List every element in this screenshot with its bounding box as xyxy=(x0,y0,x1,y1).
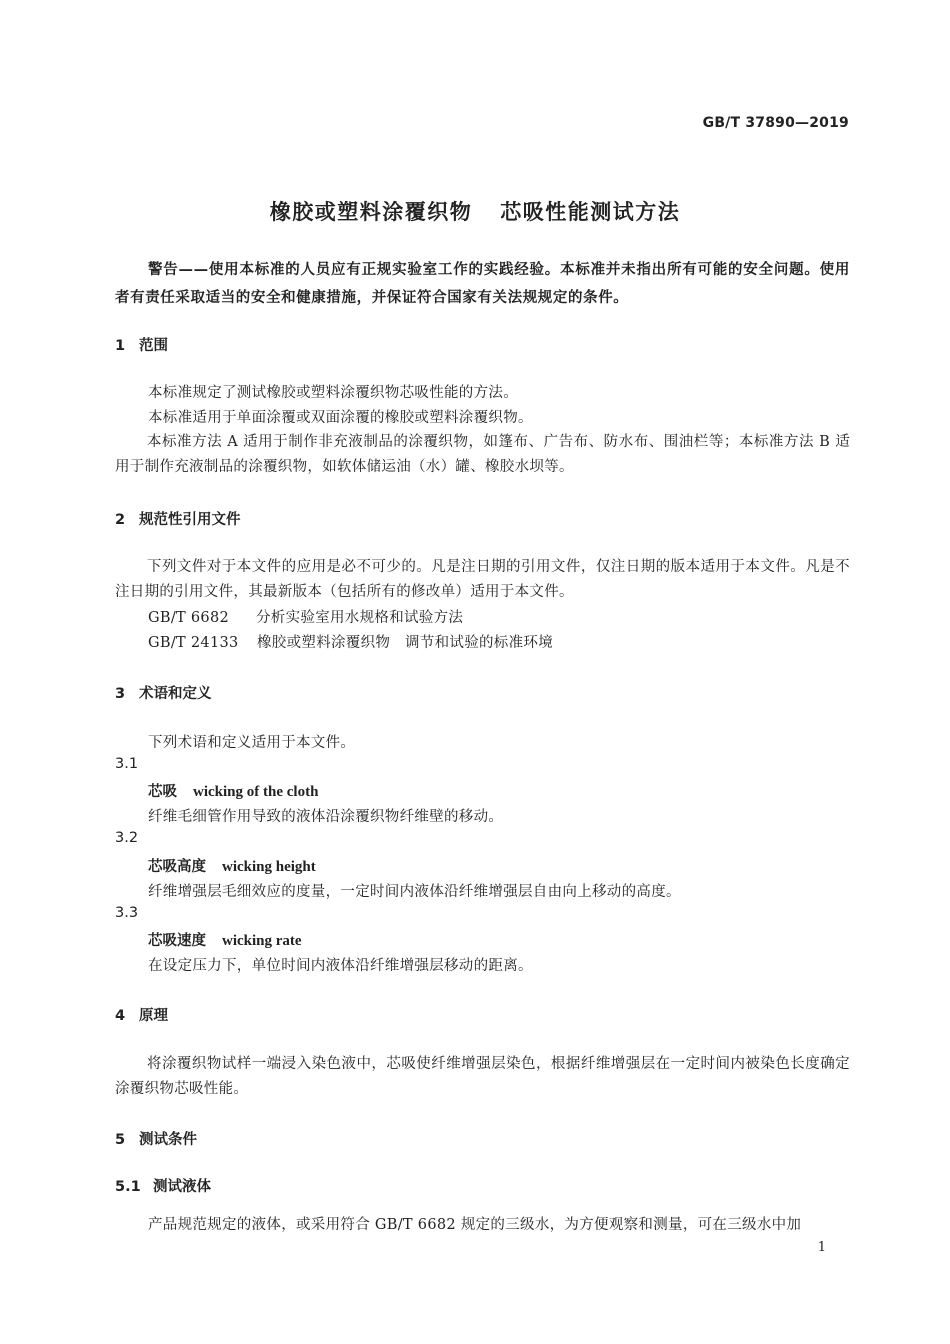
term-definition: 纤维增强层毛细效应的度量，一定时间内液体沿纤维增强层自由向上移动的高度。 xyxy=(148,884,681,900)
section-3-intro: 下列术语和定义适用于本文件。 xyxy=(148,735,356,751)
section-number: 3 xyxy=(115,686,126,702)
section-4-paragraph-1: 将涂覆织物试样一端浸入染色液中，芯吸使纤维增强层染色，根据纤维增强层在一定时间内被染色长度确定涂覆织物芯吸性能。 xyxy=(115,1056,850,1097)
reference-code: GB/T 24133 xyxy=(148,635,239,651)
title-part-1: 橡胶或塑料涂覆织物 xyxy=(269,200,473,224)
term-definition: 纤维毛细管作用导致的液体沿涂覆织物纤维壁的移动。 xyxy=(148,809,504,825)
standard-number: GB/T 37890—2019 xyxy=(702,115,849,131)
section-title: 范围 xyxy=(139,338,168,354)
subsection-5-1-heading xyxy=(115,1175,211,1196)
term-number: 3.2 xyxy=(115,830,139,846)
term-number: 3.3 xyxy=(115,905,139,921)
subsection-5-1-paragraph: 产品规范规定的液体，或采用符合 GB/T 6682 规定的三级水，为方便观察和测量，可在三级水中加 xyxy=(148,1217,802,1233)
subsection-title: 测试液体 xyxy=(153,1179,211,1195)
reference-title: 分析实验室用水规格和试验方法 xyxy=(256,610,464,626)
section-title: 原理 xyxy=(139,1008,168,1024)
section-1-paragraph-3: 本标准方法 A 适用于制作非充液制品的涂覆织物，如篷布、广告布、防水布、围油栏等；本标准方法 B 适用于制作充液制品的涂覆织物，如软体储运油（水）罐、橡胶水坝等。 xyxy=(115,434,850,475)
section-number: 1 xyxy=(115,338,126,354)
section-2-paragraph-1: 下列文件对于本文件的应用是必不可少的。凡是注日期的引用文件，仅注日期的版本适用于本文件。凡是不注日期的引用文件，其最新版本（包括所有的修改单）适用于本文件。 xyxy=(115,559,850,600)
subsection-number: 5.1 xyxy=(115,1179,141,1195)
term-heading xyxy=(148,855,316,876)
term-en: wicking rate xyxy=(222,933,302,949)
section-3-heading xyxy=(115,682,212,703)
term-definition: 在设定压力下，单位时间内液体沿纤维增强层移动的距离。 xyxy=(148,958,533,974)
term-heading xyxy=(148,780,318,801)
term-en: wicking height xyxy=(222,859,316,875)
section-title: 测试条件 xyxy=(139,1132,197,1148)
term-number: 3.1 xyxy=(115,756,139,772)
section-5-heading xyxy=(115,1128,197,1149)
document-title xyxy=(0,196,950,226)
page-number: 1 xyxy=(817,1240,826,1255)
term-zh: 芯吸高度 xyxy=(148,859,206,875)
title-part-2: 芯吸性能测试方法 xyxy=(500,200,681,224)
section-number: 4 xyxy=(115,1008,126,1024)
term-zh: 芯吸 xyxy=(148,784,177,800)
reference-code: GB/T 6682 xyxy=(148,610,230,626)
term-heading xyxy=(148,929,302,950)
reference-item xyxy=(148,631,553,652)
reference-title: 橡胶或塑料涂覆织物 调节和试验的标准环境 xyxy=(257,635,553,651)
section-title: 规范性引用文件 xyxy=(139,512,241,528)
section-number: 5 xyxy=(115,1132,126,1148)
section-number: 2 xyxy=(115,512,126,528)
section-1-paragraph-2: 本标准适用于单面涂覆或双面涂覆的橡胶或塑料涂覆织物。 xyxy=(148,410,533,426)
section-1-paragraph-1: 本标准规定了测试橡胶或塑料涂覆织物芯吸性能的方法。 xyxy=(148,385,518,401)
term-zh: 芯吸速度 xyxy=(148,933,206,949)
section-1-heading xyxy=(115,334,168,355)
section-4-heading xyxy=(115,1004,168,1025)
warning-paragraph: 警告——使用本标准的人员应有正规实验室工作的实践经验。本标准并未指出所有可能的安全问题。使用者有责任采取适当的安全和健康措施，并保证符合国家有关法规规定的条件。 xyxy=(115,262,850,306)
term-en: wicking of the cloth xyxy=(193,784,319,800)
section-2-heading xyxy=(115,508,241,529)
section-title: 术语和定义 xyxy=(139,686,212,702)
reference-item xyxy=(148,606,463,627)
